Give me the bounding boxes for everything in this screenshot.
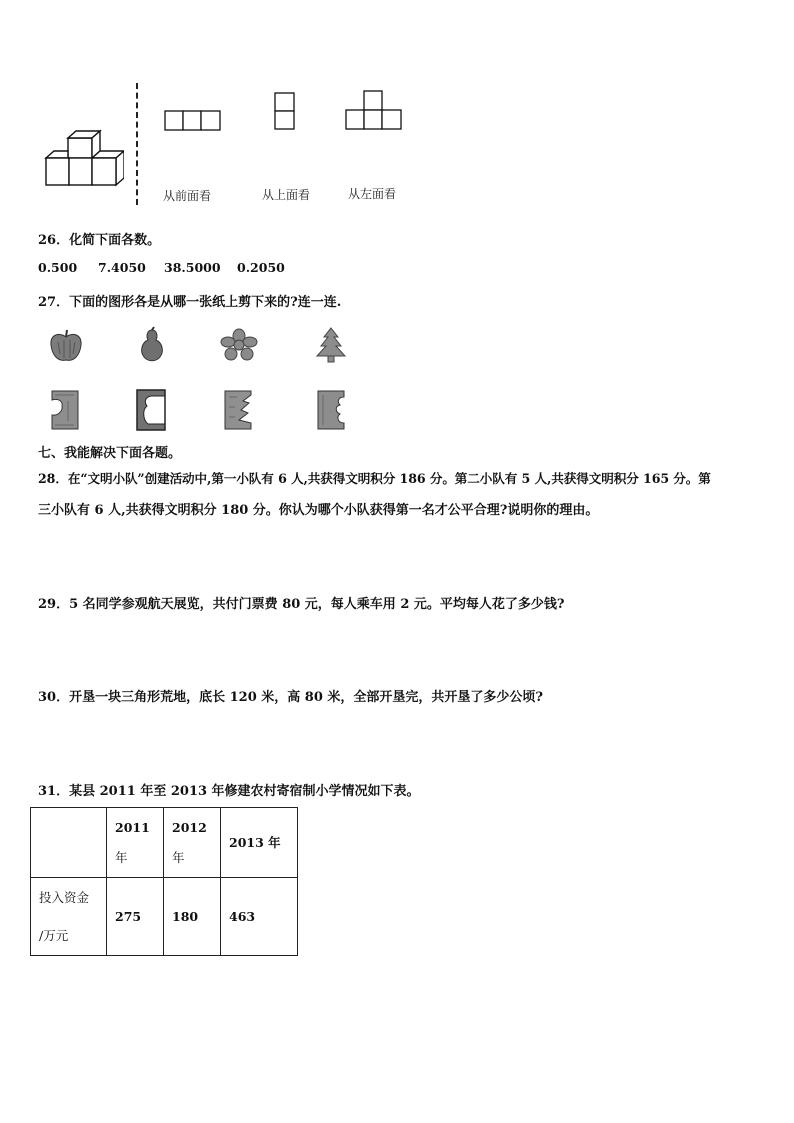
number-item: 0.2050 bbox=[237, 260, 285, 275]
gourd-icon bbox=[135, 326, 169, 364]
header-2012-unit: 年 bbox=[172, 849, 185, 865]
question-30-text: 30．开垦一块三角形荒地，底长 120 米，高 80 米，全部开垦完，共开垦了多少公顷? bbox=[38, 690, 544, 705]
table-header-2012 bbox=[164, 808, 221, 878]
number-item: 0.500 bbox=[38, 260, 78, 275]
pine-tree-icon bbox=[313, 326, 349, 364]
paper-tree-cut-icon bbox=[223, 389, 253, 431]
dashed-divider bbox=[136, 83, 138, 205]
number-item: 7.4050 bbox=[98, 260, 146, 275]
left-view-drawing bbox=[345, 90, 405, 132]
investment-table bbox=[30, 807, 298, 956]
table-header-2011 bbox=[107, 808, 164, 878]
table-header-empty bbox=[31, 808, 107, 878]
paper-apple-cut-icon bbox=[50, 389, 80, 431]
row-label-cell bbox=[31, 878, 107, 956]
apple-icon bbox=[48, 328, 84, 364]
cube-stack-figure bbox=[44, 128, 124, 188]
row-label-line-2: /万元 bbox=[39, 927, 69, 943]
question-28-line-2: 三小队有 6 人,共获得文明积分 180 分。你认为哪个小队获得第一名才公平合理?说明你的理由。 bbox=[38, 503, 599, 518]
question-29-text: 29．5 名同学参观航天展览，共付门票费 80 元，每人乘车用 2 元。平均每人花了多少钱? bbox=[38, 597, 565, 612]
value-2012: 180 bbox=[164, 878, 221, 956]
header-2011-unit: 年 bbox=[115, 849, 128, 865]
header-2012-year: 2012 bbox=[172, 819, 207, 835]
paper-flower-cut-icon bbox=[316, 389, 346, 431]
question-27-title: 27．下面的图形各是从哪一张纸上剪下来的?连一连. bbox=[38, 295, 342, 310]
header-2011-year: 2011 bbox=[115, 819, 150, 835]
table-row bbox=[31, 878, 298, 956]
top-view-caption: 从上面看 bbox=[262, 188, 311, 202]
value-2011: 275 bbox=[107, 878, 164, 956]
flower-icon bbox=[220, 328, 258, 362]
section-7-heading: 七、我能解决下面各题。 bbox=[38, 446, 182, 461]
value-2013: 463 bbox=[221, 878, 298, 956]
question-31-text: 31．某县 2011 年至 2013 年修建农村寄宿制小学情况如下表。 bbox=[38, 784, 420, 799]
question-26-title: 26．化简下面各数。 bbox=[38, 233, 161, 248]
row-label-line-1: 投入资金 bbox=[39, 889, 90, 905]
paper-gourd-cut-icon bbox=[135, 388, 167, 432]
front-view-caption: 从前面看 bbox=[163, 189, 212, 203]
question-28-line-1: 28．在“文明小队”创建活动中,第一小队有 6 人,共获得文明积分 186 分。第二小队有 5 人,共获得文明积分 165 分。第 bbox=[38, 471, 711, 486]
top-view-drawing bbox=[274, 92, 298, 132]
left-view-caption: 从左面看 bbox=[348, 187, 397, 201]
front-view-drawing bbox=[164, 110, 224, 132]
number-item: 38.5000 bbox=[164, 260, 221, 275]
table-header-2013: 2013 年 bbox=[221, 808, 298, 878]
